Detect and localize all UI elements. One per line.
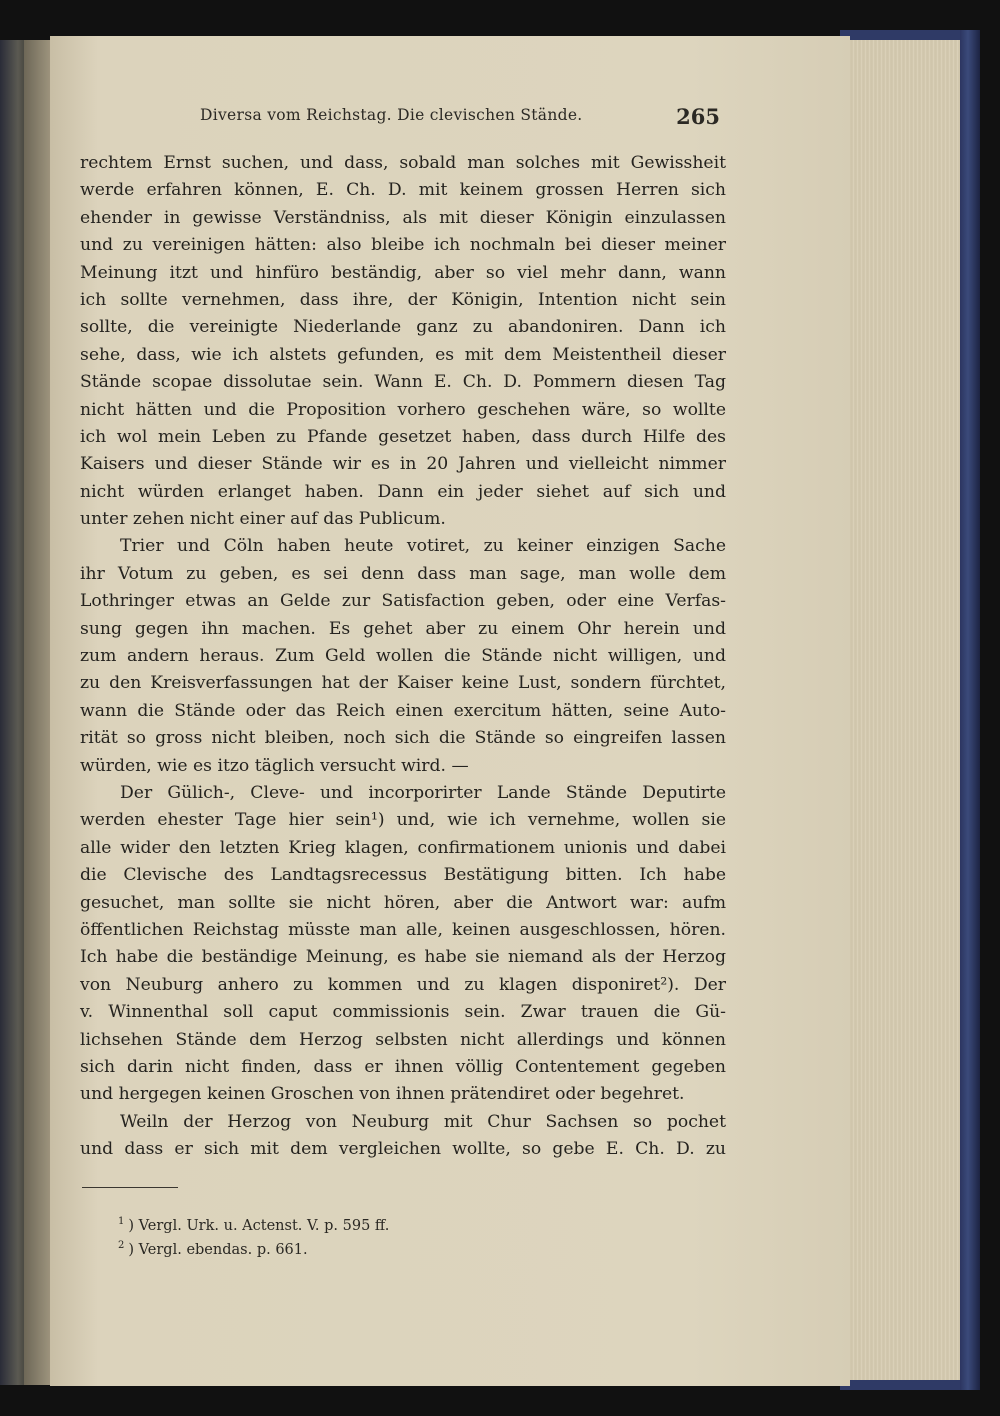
text-line: sich darin nicht finden, dass er ihnen völlig Contentement gegeben (80, 1056, 726, 1077)
text-line: unter zehen nicht einer auf das Publicum. (80, 509, 446, 530)
text-line: und zu vereinigen hätten: also bleibe ich nochmaln bei dieser meiner (80, 235, 726, 256)
footnote-text: Vergl. ebendas. p. 661. (138, 1241, 308, 1258)
text-line: rechtem Ernst suchen, und dass, sobald man solches mit Gewissheit (80, 153, 726, 173)
text-line: nicht würden erlanget haben. Dann ein jeder siehet auf sich und (80, 481, 726, 502)
footnote-text: Vergl. Urk. u. Actenst. V. p. 595 ff. (138, 1217, 390, 1234)
text-line: Meinung itzt und hinfüro beständig, aber so viel mehr dann, wann (80, 262, 726, 283)
footnote-item: $^2$ ) Vergl. ebendas. p. 661. (118, 1240, 308, 1258)
text-line: und hergegen keinen Groschen von ihnen prätendiret oder begehret. (80, 1084, 685, 1105)
text-line: die Clevische des Landtagsrecessus Bestätigung bitten. Ich habe (80, 865, 726, 886)
running-title: Diversa vom Reichstag. Die clevischen Stände. (200, 106, 583, 124)
text-line: werden ehester Tage hier sein¹) und, wie ich vernehme, wollen sie (80, 810, 726, 831)
book-cover-right (960, 30, 980, 1390)
text-line: Kaisers und dieser Stände wir es in 20 Jahren und vielleicht nimmer (80, 454, 726, 475)
text-line: Stände scopae dissolutae sein. Wann E. Ch. D. Pommern diesen Tag (80, 372, 726, 393)
text-line: Weiln der Herzog von Neuburg mit Chur Sachsen so pochet (120, 1111, 726, 1132)
text-line: sehe, dass, wie ich alstets gefunden, es mit dem Meistentheil dieser (80, 344, 726, 365)
page-fore-edge (838, 38, 966, 1382)
text-line: zum andern heraus. Zum Geld wollen die Stände nicht willigen, und (80, 646, 726, 667)
text-line: Der Gülich-, Cleve- und incorporirter Lande Stände Deputirte (120, 782, 726, 803)
text-line: v. Winnenthal soll caput commissionis sein. Zwar trauen die Gü- (80, 1002, 726, 1023)
text-line: Ich habe die beständige Meinung, es habe sie niemand als der Herzog (80, 947, 726, 968)
page-number: 265 (676, 104, 720, 129)
text-line: sollte, die vereinigte Niederlande ganz zu abandoniren. Dann ich (80, 317, 726, 338)
text-line: Lothringer etwas an Gelde zur Satisfaction geben, oder eine Verfas- (80, 591, 726, 612)
text-line: ehender in gewisse Verständniss, als mit dieser Königin einzulassen (80, 207, 726, 228)
book-cover-bottom (840, 1380, 980, 1390)
text-line: Trier und Cöln haben heute votiret, zu keiner einzigen Sache (120, 536, 726, 557)
text-line: gesuchet, man sollte sie nicht hören, aber die Antwort war: aufm (80, 892, 726, 913)
text-line: sung gegen ihn machen. Es gehet aber zu einem Ohr herein und (80, 618, 726, 639)
text-line: ich wol mein Leben zu Pfande gesetzet haben, dass durch Hilfe des (80, 426, 726, 447)
body-text (80, 150, 726, 1163)
text-line: werde erfahren können, E. Ch. D. mit keinem grossen Herren sich (80, 180, 726, 201)
text-line: ich sollte vernehmen, dass ihre, der Königin, Intention nicht sein (80, 289, 726, 310)
text-line: würden, wie es itzo täglich versucht wird. — (80, 755, 469, 776)
book-cover-top (840, 30, 980, 40)
text-line: lichsehen Stände dem Herzog selbsten nicht allerdings und können (80, 1029, 726, 1050)
text-line: von Neuburg anhero zu kommen und zu klagen disponiret²). Der (80, 974, 726, 995)
text-line: öffentlichen Reichstag müsste man alle, keinen ausgeschlossen, hören. (80, 919, 726, 940)
text-line: zu den Kreisverfassungen hat der Kaiser keine Lust, sondern fürchtet, (80, 673, 726, 694)
footnote-divider (82, 1187, 178, 1188)
text-line: nicht hätten und die Proposition vorhero geschehen wäre, so wollte (80, 399, 726, 420)
text-line: und dass er sich mit dem vergleichen wollte, so gebe E. Ch. D. zu (80, 1139, 726, 1160)
footnotes (118, 1210, 389, 1258)
text-line: wann die Stände oder das Reich einen exercitum hätten, seine Auto- (80, 700, 726, 721)
text-line: alle wider den letzten Krieg klagen, confirmationem unionis und dabei (80, 837, 726, 858)
footnote-mark: 2 (118, 1240, 125, 1251)
text-line: rität so gross nicht bleiben, noch sich die Stände so eingreifen lassen (80, 728, 726, 749)
footnote-mark: 1 (118, 1216, 125, 1227)
text-line: ihr Votum zu geben, es sei denn dass man sage, man wolle dem (80, 563, 726, 584)
footnote-item: $^1$ ) Vergl. Urk. u. Actenst. V. p. 595 ff. (118, 1216, 390, 1234)
